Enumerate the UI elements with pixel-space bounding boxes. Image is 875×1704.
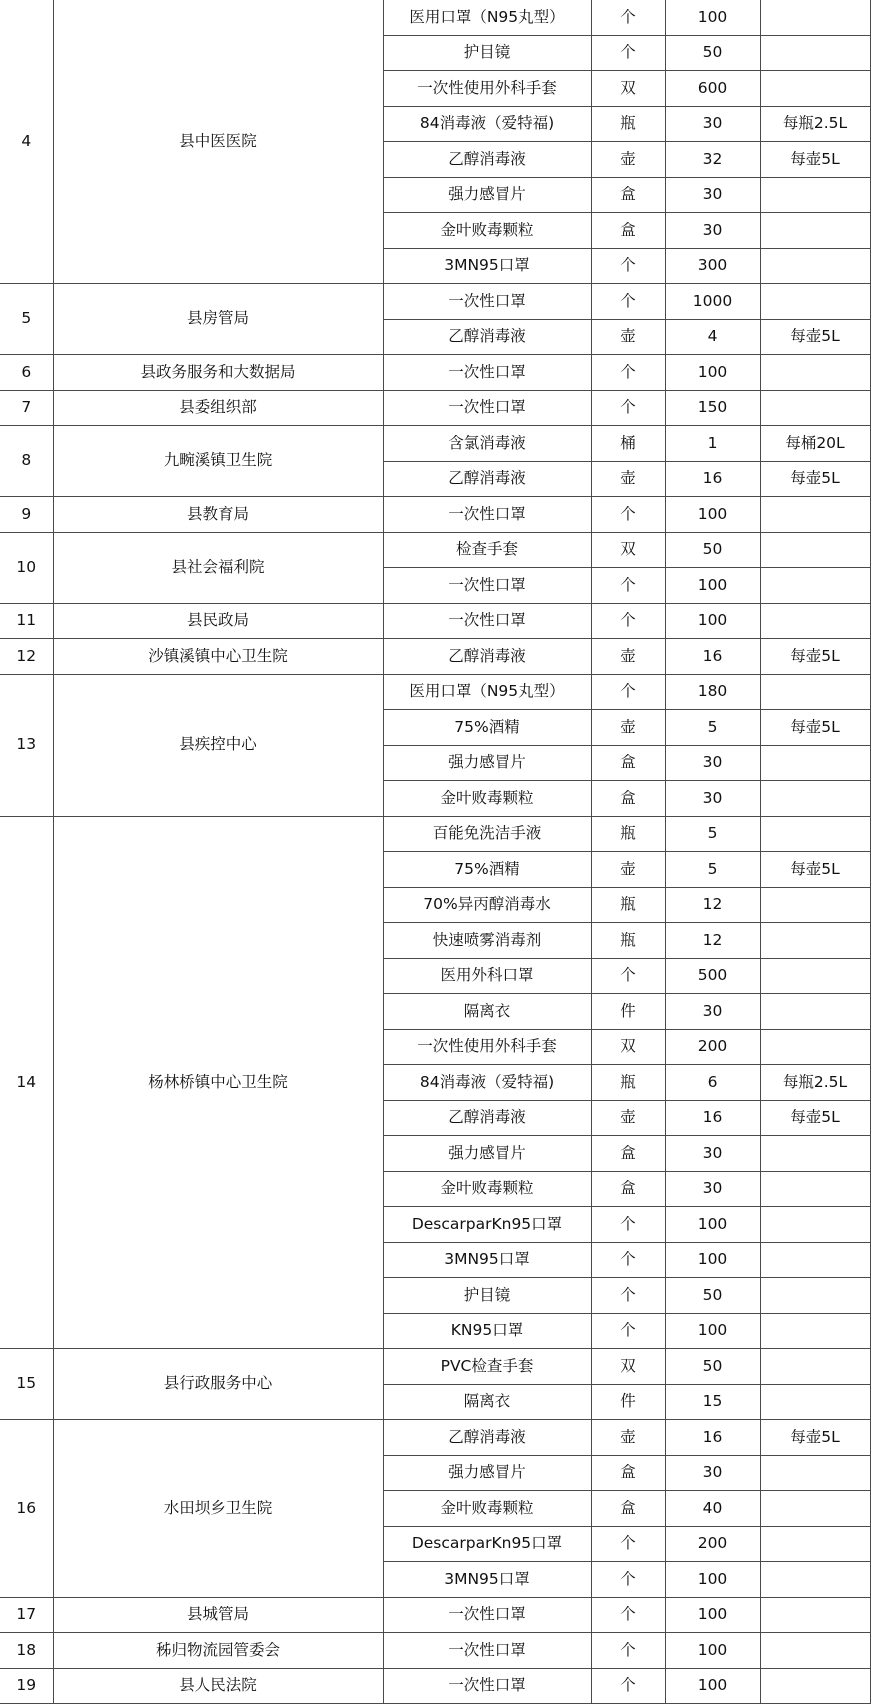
quantity-cell: 100 (665, 497, 760, 533)
item-name-cell: 75%酒精 (383, 852, 591, 888)
item-name-cell: 一次性口罩 (383, 603, 591, 639)
unit-of-measure-cell: 个 (591, 568, 665, 604)
unit-of-measure-cell: 个 (591, 0, 665, 35)
quantity-cell: 5 (665, 852, 760, 888)
unit-of-measure-cell: 壶 (591, 1100, 665, 1136)
unit-of-measure-cell: 盒 (591, 1455, 665, 1491)
item-name-cell: 一次性口罩 (383, 1633, 591, 1669)
note-cell (760, 213, 870, 249)
unit-of-measure-cell: 双 (591, 1349, 665, 1385)
table-row (0, 1668, 870, 1704)
note-cell (760, 1562, 870, 1598)
quantity-cell: 200 (665, 1029, 760, 1065)
note-cell (760, 674, 870, 710)
item-name-cell: 3MN95口罩 (383, 248, 591, 284)
unit-of-measure-cell: 壶 (591, 852, 665, 888)
note-cell: 每壶5L (760, 319, 870, 355)
item-name-cell: 乙醇消毒液 (383, 142, 591, 178)
note-cell (760, 1029, 870, 1065)
quantity-cell: 180 (665, 674, 760, 710)
unit-of-measure-cell: 个 (591, 1562, 665, 1598)
item-name-cell: 医用口罩（N95丸型） (383, 0, 591, 35)
quantity-cell: 16 (665, 1100, 760, 1136)
item-name-cell: 医用口罩（N95丸型） (383, 674, 591, 710)
quantity-cell: 100 (665, 1597, 760, 1633)
unit-of-measure-cell: 个 (591, 674, 665, 710)
quantity-cell: 100 (665, 1562, 760, 1598)
note-cell: 每桶20L (760, 426, 870, 462)
recipient-unit-cell: 县民政局 (53, 603, 383, 639)
table-row (0, 603, 870, 639)
quantity-cell: 30 (665, 1136, 760, 1172)
row-number-cell: 4 (0, 0, 53, 284)
note-cell: 每瓶2.5L (760, 1065, 870, 1101)
item-name-cell: 3MN95口罩 (383, 1242, 591, 1278)
item-name-cell: 84消毒液（爱特福) (383, 106, 591, 142)
item-name-cell: DescarparKn95口罩 (383, 1207, 591, 1243)
row-number-cell: 19 (0, 1668, 53, 1704)
quantity-cell: 12 (665, 887, 760, 923)
recipient-unit-cell: 杨林桥镇中心卫生院 (53, 816, 383, 1349)
note-cell (760, 1597, 870, 1633)
note-cell (760, 532, 870, 568)
recipient-unit-cell: 秭归物流园管委会 (53, 1633, 383, 1669)
unit-of-measure-cell: 壶 (591, 710, 665, 746)
unit-of-measure-cell: 盒 (591, 177, 665, 213)
unit-of-measure-cell: 个 (591, 1242, 665, 1278)
quantity-cell: 100 (665, 1242, 760, 1278)
quantity-cell: 16 (665, 639, 760, 675)
quantity-cell: 100 (665, 1207, 760, 1243)
quantity-cell: 300 (665, 248, 760, 284)
note-cell (760, 994, 870, 1030)
item-name-cell: 强力感冒片 (383, 1136, 591, 1172)
recipient-unit-cell: 县行政服务中心 (53, 1349, 383, 1420)
item-name-cell: 一次性口罩 (383, 1597, 591, 1633)
item-name-cell: 隔离衣 (383, 1384, 591, 1420)
item-name-cell: PVC检查手套 (383, 1349, 591, 1385)
unit-of-measure-cell: 个 (591, 603, 665, 639)
unit-of-measure-cell: 盒 (591, 781, 665, 817)
table-row (0, 1349, 870, 1385)
recipient-unit-cell: 县教育局 (53, 497, 383, 533)
note-cell (760, 1633, 870, 1669)
unit-of-measure-cell: 个 (591, 1207, 665, 1243)
row-number-cell: 8 (0, 426, 53, 497)
quantity-cell: 30 (665, 213, 760, 249)
item-name-cell: 70%异丙醇消毒水 (383, 887, 591, 923)
note-cell (760, 816, 870, 852)
note-cell: 每壶5L (760, 142, 870, 178)
item-name-cell: 乙醇消毒液 (383, 1420, 591, 1456)
unit-of-measure-cell: 瓶 (591, 887, 665, 923)
unit-of-measure-cell: 个 (591, 958, 665, 994)
note-cell: 每壶5L (760, 639, 870, 675)
note-cell (760, 1278, 870, 1314)
recipient-unit-cell: 县人民法院 (53, 1668, 383, 1704)
note-cell (760, 177, 870, 213)
row-number-cell: 11 (0, 603, 53, 639)
row-number-cell: 10 (0, 532, 53, 603)
recipient-unit-cell: 县疾控中心 (53, 674, 383, 816)
note-cell (760, 497, 870, 533)
item-name-cell: 强力感冒片 (383, 1455, 591, 1491)
note-cell (760, 1668, 870, 1704)
unit-of-measure-cell: 瓶 (591, 816, 665, 852)
quantity-cell: 100 (665, 355, 760, 391)
unit-of-measure-cell: 壶 (591, 461, 665, 497)
note-cell (760, 1171, 870, 1207)
row-number-cell: 15 (0, 1349, 53, 1420)
note-cell: 每壶5L (760, 461, 870, 497)
note-cell (760, 1207, 870, 1243)
quantity-cell: 50 (665, 1278, 760, 1314)
note-cell (760, 71, 870, 107)
quantity-cell: 30 (665, 781, 760, 817)
unit-of-measure-cell: 个 (591, 1597, 665, 1633)
row-number-cell: 12 (0, 639, 53, 675)
note-cell (760, 1136, 870, 1172)
item-name-cell: 检查手套 (383, 532, 591, 568)
note-cell (760, 603, 870, 639)
item-name-cell: 百能免洗洁手液 (383, 816, 591, 852)
row-number-cell: 16 (0, 1420, 53, 1598)
table-row (0, 355, 870, 391)
recipient-unit-cell: 县中医医院 (53, 0, 383, 284)
item-name-cell: 医用外科口罩 (383, 958, 591, 994)
note-cell (760, 923, 870, 959)
unit-of-measure-cell: 瓶 (591, 106, 665, 142)
table-row (0, 284, 870, 320)
note-cell (760, 781, 870, 817)
unit-of-measure-cell: 个 (591, 1278, 665, 1314)
table-row (0, 532, 870, 568)
note-cell (760, 0, 870, 35)
recipient-unit-cell: 县委组织部 (53, 390, 383, 426)
note-cell (760, 1526, 870, 1562)
note-cell (760, 887, 870, 923)
unit-of-measure-cell: 瓶 (591, 923, 665, 959)
row-number-cell: 17 (0, 1597, 53, 1633)
unit-of-measure-cell: 双 (591, 1029, 665, 1065)
quantity-cell: 50 (665, 1349, 760, 1385)
item-name-cell: 金叶败毒颗粒 (383, 1171, 591, 1207)
quantity-cell: 30 (665, 994, 760, 1030)
note-cell (760, 390, 870, 426)
recipient-unit-cell: 沙镇溪镇中心卫生院 (53, 639, 383, 675)
unit-of-measure-cell: 件 (591, 1384, 665, 1420)
note-cell (760, 1242, 870, 1278)
quantity-cell: 32 (665, 142, 760, 178)
unit-of-measure-cell: 个 (591, 1633, 665, 1669)
item-name-cell: 金叶败毒颗粒 (383, 213, 591, 249)
table-row (0, 497, 870, 533)
note-cell (760, 1349, 870, 1385)
quantity-cell: 30 (665, 1455, 760, 1491)
item-name-cell: 一次性口罩 (383, 390, 591, 426)
item-name-cell: 护目镜 (383, 35, 591, 71)
row-number-cell: 7 (0, 390, 53, 426)
item-name-cell: 一次性口罩 (383, 284, 591, 320)
quantity-cell: 12 (665, 923, 760, 959)
quantity-cell: 30 (665, 1171, 760, 1207)
item-name-cell: 快速喷雾消毒剂 (383, 923, 591, 959)
quantity-cell: 50 (665, 532, 760, 568)
unit-of-measure-cell: 双 (591, 71, 665, 107)
unit-of-measure-cell: 盒 (591, 213, 665, 249)
unit-of-measure-cell: 个 (591, 248, 665, 284)
table-row (0, 1420, 870, 1456)
item-name-cell: 乙醇消毒液 (383, 319, 591, 355)
unit-of-measure-cell: 瓶 (591, 1065, 665, 1101)
item-name-cell: 强力感冒片 (383, 177, 591, 213)
note-cell (760, 248, 870, 284)
note-cell (760, 284, 870, 320)
quantity-cell: 1 (665, 426, 760, 462)
recipient-unit-cell: 县社会福利院 (53, 532, 383, 603)
table-row (0, 674, 870, 710)
recipient-unit-cell: 水田坝乡卫生院 (53, 1420, 383, 1598)
row-number-cell: 9 (0, 497, 53, 533)
quantity-cell: 5 (665, 710, 760, 746)
quantity-cell: 100 (665, 603, 760, 639)
item-name-cell: 乙醇消毒液 (383, 639, 591, 675)
item-name-cell: 一次性使用外科手套 (383, 71, 591, 107)
note-cell (760, 1313, 870, 1349)
recipient-unit-cell: 县房管局 (53, 284, 383, 355)
row-number-cell: 14 (0, 816, 53, 1349)
unit-of-measure-cell: 个 (591, 284, 665, 320)
item-name-cell: 隔离衣 (383, 994, 591, 1030)
unit-of-measure-cell: 个 (591, 390, 665, 426)
item-name-cell: 强力感冒片 (383, 745, 591, 781)
row-number-cell: 5 (0, 284, 53, 355)
note-cell (760, 1384, 870, 1420)
recipient-unit-cell: 县城管局 (53, 1597, 383, 1633)
quantity-cell: 100 (665, 1313, 760, 1349)
unit-of-measure-cell: 盒 (591, 1171, 665, 1207)
quantity-cell: 100 (665, 1633, 760, 1669)
quantity-cell: 100 (665, 568, 760, 604)
item-name-cell: 75%酒精 (383, 710, 591, 746)
unit-of-measure-cell: 个 (591, 35, 665, 71)
note-cell (760, 568, 870, 604)
note-cell (760, 745, 870, 781)
quantity-cell: 5 (665, 816, 760, 852)
unit-of-measure-cell: 壶 (591, 1420, 665, 1456)
item-name-cell: 一次性口罩 (383, 568, 591, 604)
note-cell (760, 355, 870, 391)
note-cell (760, 35, 870, 71)
note-cell (760, 958, 870, 994)
note-cell: 每壶5L (760, 710, 870, 746)
quantity-cell: 600 (665, 71, 760, 107)
item-name-cell: 3MN95口罩 (383, 1562, 591, 1598)
note-cell: 每壶5L (760, 1100, 870, 1136)
note-cell: 每瓶2.5L (760, 106, 870, 142)
quantity-cell: 4 (665, 319, 760, 355)
unit-of-measure-cell: 盒 (591, 1491, 665, 1527)
table-row (0, 816, 870, 852)
item-name-cell: 乙醇消毒液 (383, 1100, 591, 1136)
quantity-cell: 30 (665, 106, 760, 142)
quantity-cell: 150 (665, 390, 760, 426)
unit-of-measure-cell: 壶 (591, 319, 665, 355)
item-name-cell: KN95口罩 (383, 1313, 591, 1349)
unit-of-measure-cell: 盒 (591, 745, 665, 781)
table-row (0, 390, 870, 426)
quantity-cell: 100 (665, 0, 760, 35)
unit-of-measure-cell: 盒 (591, 1136, 665, 1172)
quantity-cell: 15 (665, 1384, 760, 1420)
item-name-cell: DescarparKn95口罩 (383, 1526, 591, 1562)
unit-of-measure-cell: 壶 (591, 639, 665, 675)
quantity-cell: 30 (665, 177, 760, 213)
unit-of-measure-cell: 个 (591, 1526, 665, 1562)
unit-of-measure-cell: 件 (591, 994, 665, 1030)
note-cell: 每壶5L (760, 852, 870, 888)
quantity-cell: 100 (665, 1668, 760, 1704)
item-name-cell: 含氯消毒液 (383, 426, 591, 462)
item-name-cell: 一次性使用外科手套 (383, 1029, 591, 1065)
quantity-cell: 1000 (665, 284, 760, 320)
table-row (0, 1597, 870, 1633)
item-name-cell: 乙醇消毒液 (383, 461, 591, 497)
unit-of-measure-cell: 个 (591, 1668, 665, 1704)
unit-of-measure-cell: 个 (591, 497, 665, 533)
unit-of-measure-cell: 桶 (591, 426, 665, 462)
quantity-cell: 16 (665, 1420, 760, 1456)
table-row (0, 426, 870, 462)
quantity-cell: 200 (665, 1526, 760, 1562)
quantity-cell: 16 (665, 461, 760, 497)
table-row (0, 1633, 870, 1669)
table-row (0, 639, 870, 675)
note-cell (760, 1455, 870, 1491)
recipient-unit-cell: 县政务服务和大数据局 (53, 355, 383, 391)
table-row (0, 0, 870, 35)
recipient-unit-cell: 九畹溪镇卫生院 (53, 426, 383, 497)
item-name-cell: 金叶败毒颗粒 (383, 1491, 591, 1527)
item-name-cell: 一次性口罩 (383, 355, 591, 391)
item-name-cell: 一次性口罩 (383, 1668, 591, 1704)
quantity-cell: 6 (665, 1065, 760, 1101)
quantity-cell: 40 (665, 1491, 760, 1527)
item-name-cell: 金叶败毒颗粒 (383, 781, 591, 817)
item-name-cell: 84消毒液（爱特福) (383, 1065, 591, 1101)
row-number-cell: 18 (0, 1633, 53, 1669)
quantity-cell: 30 (665, 745, 760, 781)
quantity-cell: 50 (665, 35, 760, 71)
unit-of-measure-cell: 双 (591, 532, 665, 568)
item-name-cell: 护目镜 (383, 1278, 591, 1314)
unit-of-measure-cell: 个 (591, 355, 665, 391)
item-name-cell: 一次性口罩 (383, 497, 591, 533)
row-number-cell: 13 (0, 674, 53, 816)
unit-of-measure-cell: 壶 (591, 142, 665, 178)
quantity-cell: 500 (665, 958, 760, 994)
note-cell (760, 1491, 870, 1527)
row-number-cell: 6 (0, 355, 53, 391)
note-cell: 每壶5L (760, 1420, 870, 1456)
unit-of-measure-cell: 个 (591, 1313, 665, 1349)
